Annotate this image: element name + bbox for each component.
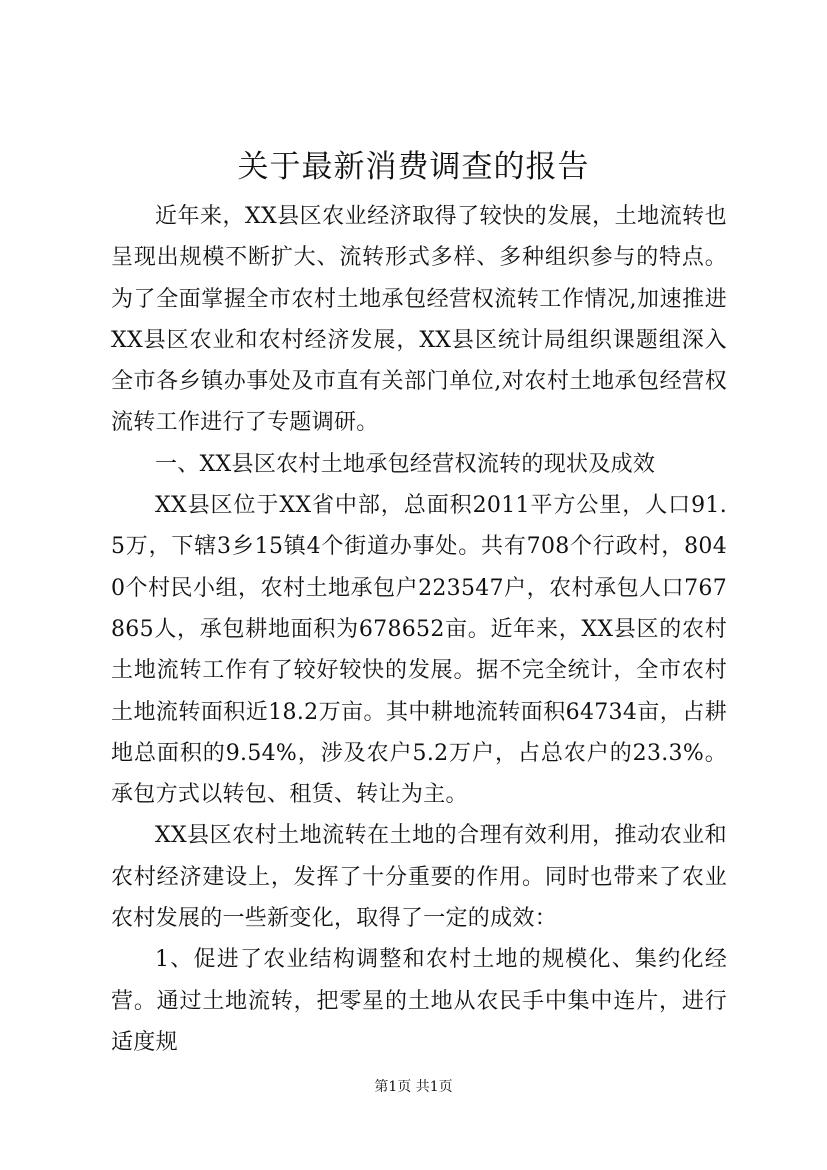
- paragraph-overview: XX县区位于XX省中部，总面积2011平方公里，人口91.5万，下辖3乡15镇4个街道办事处。共有708个行政村，8040个村民小组，农村土地承包户223547户，农村承包人口767865人，承包耕地面积为678652亩。近年来，XX县区的农村土地流转工作有了较好较快的发展。据不完全统计，全市农村土地流转面积近18.2万亩。其中耕地流转面积64734亩，占耕地总面积的9.54%，涉及农户5.2万户，占总农户的23.3%。承包方式以转包、租赁、转让为主。: [111, 493, 727, 808]
- document-body: [111, 196, 727, 1063]
- paragraph-intro: 近年来，XX县区农业经济取得了较快的发展，土地流转也呈现出规模不断扩大、流转形式多样、多种组织参与的特点。为了全面掌握全市农村土地承包经营权流转工作情况,加速推进XX县区农业和农村经济发展，XX县区统计局组织课题组深入全市各乡镇办事处及市直有关部门单位,对农村土地承包经营权流转工作进行了专题调研。: [111, 204, 727, 436]
- document-title: 关于最新消费调查的报告: [237, 149, 590, 185]
- paragraph-point-1: 1、促进了农业结构调整和农村土地的规模化、集约化经营。通过土地流转，把零星的土地从农民手中集中连片，进行适度规: [111, 947, 727, 1055]
- section-heading-1: 一、XX县区农村土地承包经营权流转的现状及成效: [155, 451, 656, 477]
- paragraph-effects: XX县区农村土地流转在土地的合理有效利用，推动农业和农村经济建设上，发挥了十分重要的作用。同时也带来了农业农村发展的一些新变化，取得了一定的成效：: [111, 823, 727, 932]
- page-footer: 第1页 共1页: [374, 1079, 453, 1095]
